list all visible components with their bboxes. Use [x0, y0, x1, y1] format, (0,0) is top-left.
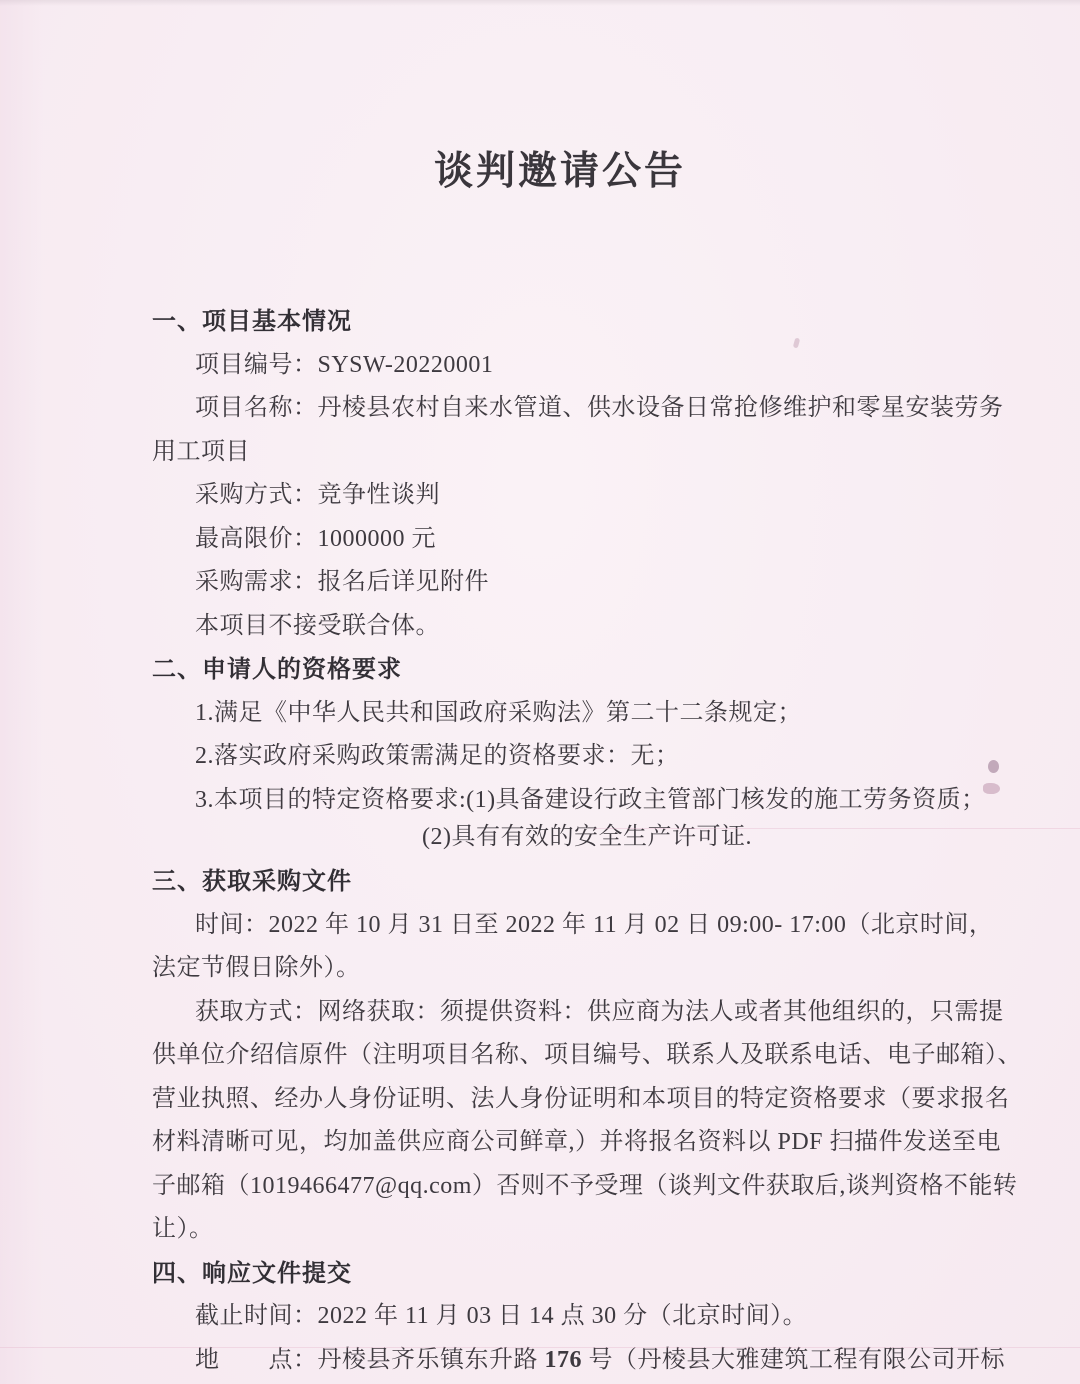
- submission-deadline-line: 截止时间：2022 年 11 月 03 日 14 点 30 分（北京时间）。: [195, 1303, 808, 1329]
- location-text-prefix: 地 点：丹棱县齐乐镇东升路: [195, 1346, 545, 1373]
- no-consortium-line: 本项目不接受联合体。: [195, 612, 440, 639]
- qualification-item3-line1: 3.本项目的特定资格要求:(1)具备建设行政主管部门核发的施工劳务资质；: [195, 786, 986, 813]
- obtain-method-line5: 子邮箱（1019466477@qq.com）否则不予受理（谈判文件获取后,谈判资格不能转: [152, 1172, 1018, 1199]
- document-body: [0, 300, 1080, 1382]
- scan-artifact-line: [0, 1347, 1080, 1348]
- project-name-line2: 用工项目: [152, 438, 250, 465]
- obtain-method-line2: 供单位介绍信原件（注明项目名称、项目编号、联系人及联系电话、电子邮箱）、: [152, 1042, 1022, 1068]
- project-name-line1: 项目名称：丹棱县农村自来水管道、供水设备日常抢修维护和零星安装劳务: [195, 395, 1004, 421]
- project-number-line: 项目编号：SYSW-20220001: [195, 351, 494, 378]
- procurement-method-line: 采购方式：竞争性谈判: [195, 482, 440, 508]
- obtain-time-line2: 法定节假日除外）。: [152, 955, 361, 981]
- obtain-time-line1: 时间：2022 年 10 月 31 日至 2022 年 11 月 02 日 09:00- 17:00（北京时间，: [195, 911, 994, 938]
- scan-blemish-dot: [983, 783, 1000, 794]
- procurement-demand-line: 采购需求：报名后详见附件: [195, 569, 489, 595]
- document-title: 谈判邀请公告: [433, 150, 686, 193]
- location-text-suffix: 号（丹棱县大雅建筑工程有限公司开标: [582, 1346, 1005, 1373]
- submission-location-line: [152, 1339, 1005, 1383]
- location-street-number: 176: [544, 1346, 582, 1373]
- qualification-item2: 2.落实政府采购政策需满足的资格要求：无；: [195, 743, 680, 769]
- section2-heading: 二、申请人的资格要求: [152, 656, 402, 683]
- section1-heading: 一、项目基本情况: [152, 308, 352, 335]
- obtain-method-line1: 获取方式：网络获取：须提供资料：供应商为法人或者其他组织的，只需提: [195, 998, 1004, 1025]
- scan-artifact-line: [594, 828, 1080, 829]
- obtain-method-line6: 让）。: [152, 1216, 214, 1242]
- obtain-method-line3: 营业执照、经办人身份证明、法人身份证明和本项目的特定资格要求（要求报名: [152, 1085, 1010, 1112]
- qualification-item1: 1.满足《中华人民共和国政府采购法》第二十二条规定；: [195, 699, 802, 726]
- qualification-item3-line2: (2)具有有效的安全生产许可证.: [422, 824, 752, 850]
- section3-heading: 三、获取采购文件: [152, 868, 352, 895]
- obtain-method-line4: 材料清晰可见，均加盖供应商公司鲜章,）并将报名资料以 PDF 扫描件发送至电: [152, 1129, 1002, 1155]
- scan-blemish-dot: [988, 760, 999, 773]
- section4-heading: 四、响应文件提交: [152, 1259, 352, 1287]
- price-limit-line: 最高限价：1000000 元: [195, 525, 436, 552]
